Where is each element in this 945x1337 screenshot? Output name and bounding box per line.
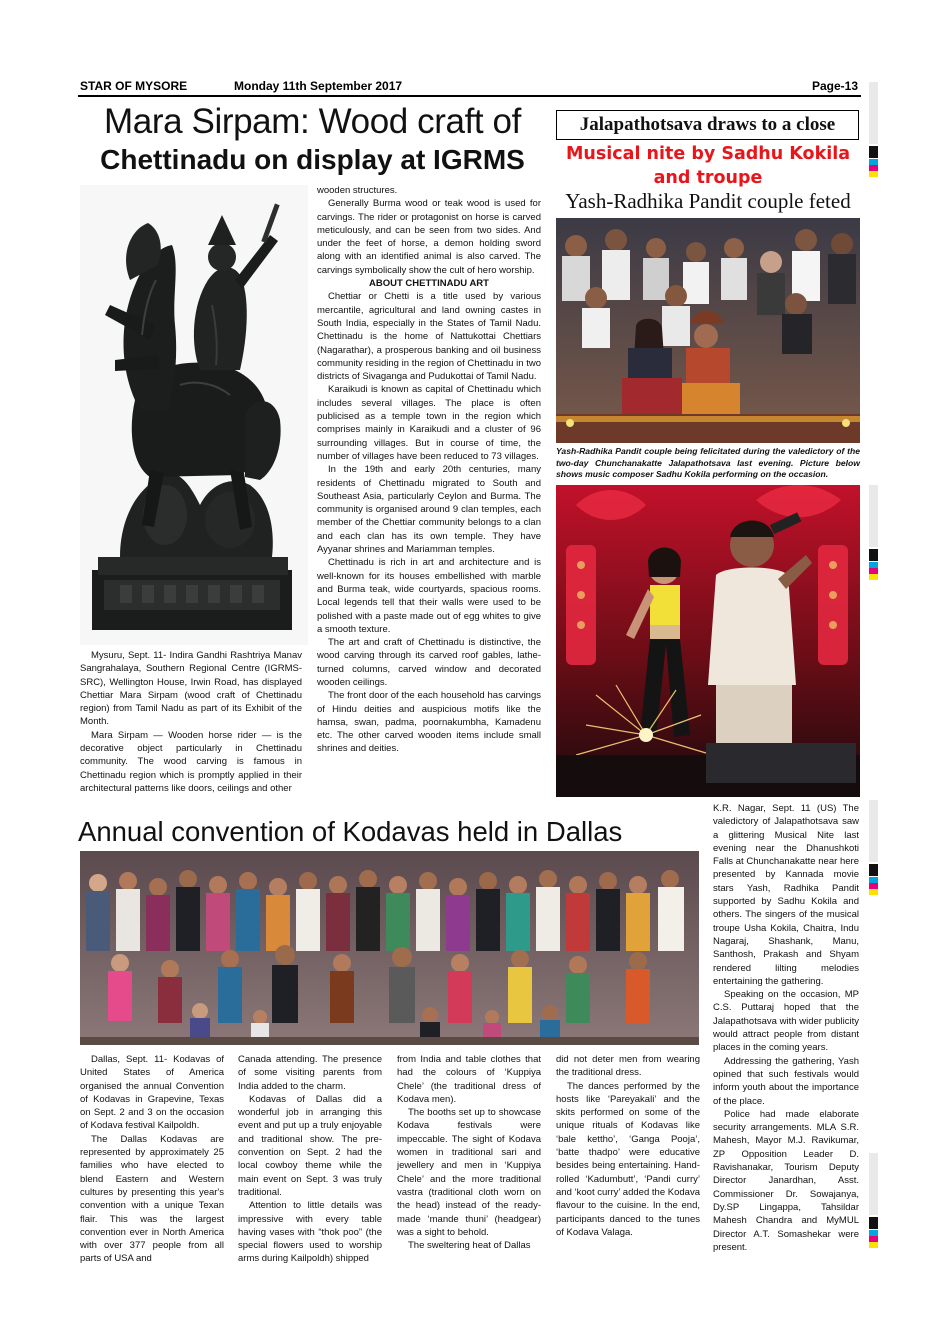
kodava-column-2 — [238, 1053, 382, 1266]
jala-photo-caption: Yash-Radhika Pandit couple being felicitated during the valedictory of the two-day Chunchanakatte Jalapathotsava last evening. Picture below shows music composer Sadhu Kokila performing on the occasion. — [556, 446, 860, 479]
jala-felicitation-photo — [556, 218, 860, 443]
mara-subhead: ABOUT CHETTINADU ART — [369, 278, 489, 290]
kodava-paragraph: Kodavas of Dallas did a wonderful job in arranging this event and put up a truly enjoyable and traditional show. The pre-convention on Sept. 2 had the local cowboy theme while the main event on Sept. 3 was truly traditional. — [238, 1093, 382, 1198]
kodava-paragraph: Dallas, Sept. 11- Kodavas of United States of America organised the annual Convention of Kodavas in Grapevine, Texas on Sept. 2 and 3 on the occasion of Kodava festival Kailpoldh. — [80, 1054, 224, 1132]
jala-paragraph: Speaking on the occasion, MP C.S. Puttaraj hoped that the Jalapathotsava with wider publicity would attract people from distant places in the coming years. — [713, 989, 859, 1054]
mara-right-paragraph: In the 19th and early 20th centuries, many residents of Chettinadu migrated to South and Southeast Asia, particularly Ceylon and Burma. The community is organised around 9 clan temples, each member of the Chettiar community belongs to a clan and each clan has its own temple. They have Ayyanar shrines and Mariamman temples. — [317, 464, 541, 556]
mara-left-column — [80, 649, 302, 795]
mara-right-paragraph: Chettinadu is rich in art and architecture and is well-known for its houses embellished with marble and Burma teak, wide courtyards, spacious rooms. Local legends tell that their walls were used to be polished with a paste made out of egg whites to give a smooth texture. — [317, 557, 541, 635]
kodava-group-photo — [80, 851, 699, 1045]
masthead-page: Page-13 — [812, 79, 859, 93]
kodava-headline: Annual convention of Kodavas held in Dallas — [78, 816, 623, 847]
kodava-paragraph: Attention to little details was impressive with every table having vases with “thok poo” (the special flowers used to worship arms during Kailpoldh) shipped — [238, 1200, 382, 1265]
masthead-rule — [78, 95, 861, 97]
masthead-paper: STAR OF MYSORE — [80, 79, 188, 93]
jala-paragraph: Police had made elaborate security arrangements. MLA S.R. Mahesh, Mayor M.J. Ravikumar, ZP Opposition Leader D. Ravishanakar, Tourism Deputy Director Janardhan, Asst. Commissioner Dr. Sowajanya, Dy.SP Lingappa, Tahsildar Mahesh Chandra and MyMUL Director A.T. Somashekar were present. — [713, 1108, 859, 1253]
mara-right-paragraph: The front door of the each household has carvings of Hindu deities and auspicious motifs like the hamsa, swan, padma, poornakumbha, Kamadenu etc. The other carved wooden items include small shrines and deities. — [317, 690, 541, 755]
kodava-column-3 — [397, 1053, 541, 1252]
mara-left-paragraph: Mysuru, Sept. 11- Indira Gandhi Rashtriya Manav Sangrahalaya, Southern Regional Centre (IGRMS-SRC), Wellington House, Irwin Road, has displayed Chettiar Mara Sirpam (wood craft of Chettinadu region) from Tamil Nadu as part of its Exhibit of the Month. — [80, 650, 302, 728]
kodava-paragraph: The dances performed by the hosts like ‘Pareyakali’ and the skits performed on some of the unique rituals of Kodavas like ‘bale kettho’, ‘Ganga Pooja’, ‘batte thadpo’ were educative besides being entertaining. Hand-rolled ‘Kadumbutt’, ‘Pandi curry’ and ‘koot curry’ added the Kodava flavour to the cuisine. In the end, participants danced to the tunes of Kodava Valaga. — [556, 1080, 700, 1238]
jala-red-headline: Musical nite by Sadhu Kokila and troupe — [565, 144, 851, 188]
jala-performance-photo — [556, 485, 860, 797]
kodava-paragraph: The booths set up to showcase Kodava festivals were impeccable. The sight of Kodava women in traditional sari and jewellery and men in ‘Kuppiya Chele’ and the more traditional vastra (traditional cloth worn on the head) instead of the ready-made ‘mande thuni’ (headgear) was a sight to behold. — [397, 1107, 541, 1238]
mara-headline-line2: Chettinadu on display at IGRMS — [100, 144, 525, 175]
mara-right-paragraph: The art and craft of Chettinadu is distinctive, the wood carving through its carved roof gables, lathe-turned columns, carved window and decorated wooden ceilings. — [317, 637, 541, 688]
jala-paragraph: K.R. Nagar, Sept. 11 (US) The valedictory of Jalapathotsava saw a glittering Musical Nite last evening near the Dhanushkoti Falls at Chunchanakatte near here presented by Kannada movie stars Yash, Radhika Pandit supported by Sadhu Kokila and others. The singers of the musical troupe Usha Kokila, Chaitra, Indu Nagaraj, Shashank, Manu, Santhosh, Prakash and Shyam rendered lilting melodies entertaining the gathering. — [713, 803, 859, 987]
jala-text-column — [713, 802, 859, 1254]
kodava-paragraph: The Dallas Kodavas are represented by approximately 25 families who have elected to blend Eastern and Western cultures by presenting this year's convention with a unique Texan flair. This was the largest convention ever in North America with over 377 people from all parts of USA and — [80, 1133, 224, 1265]
jala-serif-headline: Yash-Radhika Pandit couple feted — [565, 189, 851, 213]
mara-right-paragraph: wooden structures. — [317, 185, 398, 196]
kodava-paragraph: The sweltering heat of Dallas — [408, 1240, 531, 1252]
jala-box-headline: Jalapathotsava draws to a close — [556, 110, 859, 140]
kodava-paragraph: from India and table clothes that had the colours of ‘Kuppiya Chele’ (the traditional dress of Kodava men). — [397, 1054, 541, 1105]
masthead-date: Monday 11th September 2017 — [234, 79, 403, 93]
mara-right-paragraph: Chettiar or Chetti is a title used by various mercantile, agricultural and land owning castes in South India, especially in the States of Tamil Nadu. Chettinadu is the home of Nattukottai Chettiars (Nagarathar), a prosperous banking and oil business community residing in the region of Chettinadu in two districts of Sivaganga and Pudukottai of Tamil Nadu. — [317, 291, 541, 383]
mara-right-paragraph: Karaikudi is known as capital of Chettinadu which includes several villages. The place is often publicised as a temple town in the region which comprises mainly in Karaikudi and a cluster of 96 surrounding villages. But in course of time, the number of villages have been reduced to 73 villages. — [317, 384, 541, 462]
kodava-column-4 — [556, 1053, 700, 1239]
mara-sirpam-photo — [80, 185, 308, 645]
kodava-paragraph: Canada attending. The presence of some visiting parents from India added to the charm. — [238, 1054, 382, 1092]
kodava-paragraph: did not deter men from wearing the traditional dress. — [556, 1054, 700, 1079]
kodava-column-1 — [80, 1053, 224, 1266]
mara-left-paragraph: Mara Sirpam — Wooden horse rider — is the decorative object particularly in Chettinadu community. The wood carving is famous in Chettinadu region which is promptly applied in their architectural patterns like doors, ceilings and other — [80, 729, 302, 794]
mara-right-paragraph: Generally Burma wood or teak wood is used for carvings. The rider or protagonist on horse is carved meticulously, and can be seen from two sides. And under the feet of horse, a demon holding sword along with an identified animal is also carved. The carvings symbolically show the cult of hero worship. — [317, 198, 541, 276]
mara-headline-line1: Mara Sirpam: Wood craft of — [104, 102, 521, 141]
mara-right-column — [317, 184, 541, 756]
jala-paragraph: Addressing the gathering, Yash opined that such festivals would inform youth about the importance of the place. — [713, 1055, 859, 1107]
